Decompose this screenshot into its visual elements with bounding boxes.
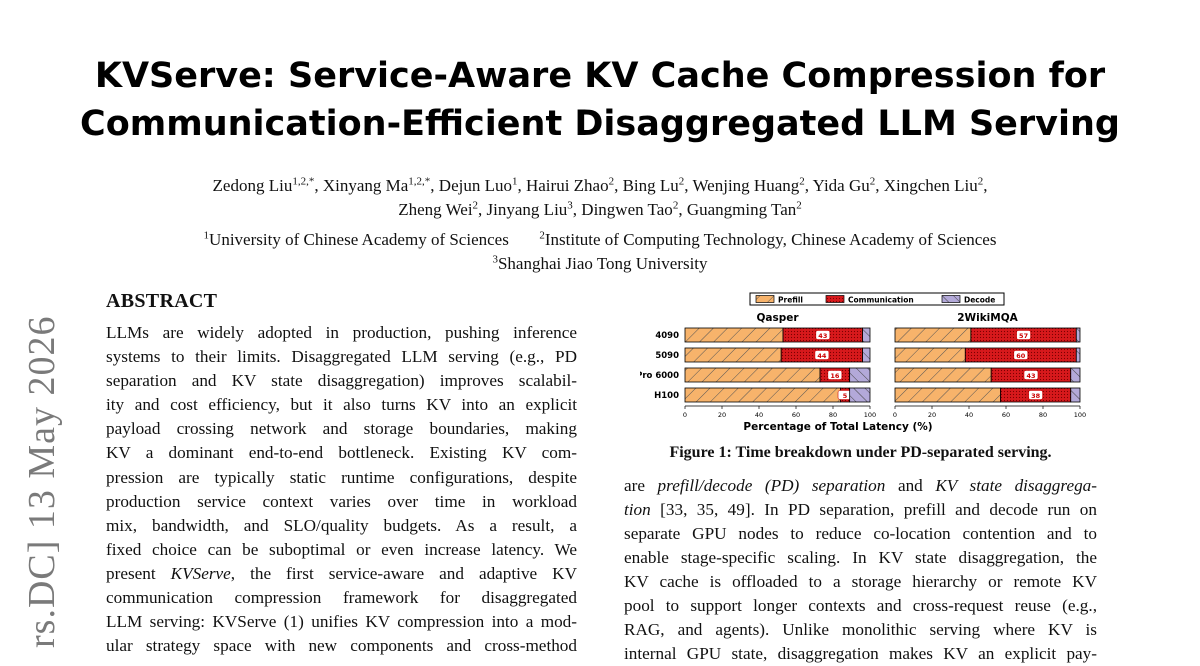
legend-label: Decode [964,295,996,305]
system-name: KVServe [170,563,231,583]
abstract-heading: ABSTRACT [106,290,218,312]
bar-segment-prefill [685,368,820,382]
category-label: 4090 [655,331,679,341]
data-label: 43 [818,332,828,340]
author-name: Dejun Luo [438,176,512,195]
x-tick-label: 60 [791,411,801,419]
x-tick-label: 40 [964,411,974,419]
data-label: 16 [830,372,840,380]
body-line: pool to support longer contexts and cross-request reuse (e.g., [624,596,1097,615]
author-line-1: Zedong Liu$^{1,2,*}$, Xinyang $Ma^{1,2,*}$, Dejun Luo$^1$, Hairui Zhao$^2$, Bing Lu$^2$, Wenjing Huang$^2$, Yida Gu$^2$, Xingchen Liu$^2$, [212,175,988,195]
body-line [624,474,1097,498]
affiliation-list [100,228,1100,276]
latency-breakdown-chart [640,288,1100,438]
emphasis: KV state disaggrega- [935,476,1097,495]
author-affiliation-mark: 1,2,* [408,175,431,188]
x-tick-label: 20 [927,411,937,419]
bar-segment-decode [1076,348,1080,362]
abstract-line: pression are typically static runtime configurations, despite [106,467,577,487]
data-label: 57 [1019,332,1029,340]
author-affiliation-mark: 2 [608,175,615,188]
affiliation-mark: 3 [492,253,498,266]
author-affiliation-mark: 2 [472,199,479,212]
abstract-text: , the first service-aware and adaptive KV [230,563,577,583]
body-text [624,474,1097,666]
body-line: KV cache is offloaded to a storage hierarchy or remote KV [624,572,1097,591]
abstract-line: fixed choice can be suboptimal or even increase latency. We [106,539,577,559]
figure-caption: Figure 1: Time breakdown under PD-separated serving. [669,444,1052,461]
bar-segment-decode [850,368,870,382]
legend-swatch [942,296,960,303]
author-name: Xinyang Ma [322,176,409,195]
body-text: [33, 35, 49]. In PD separation, prefill and decode run on [650,500,1097,519]
abstract-line: ity and cost efficiency, but it also turns KV into an explicit [106,395,577,415]
author-affiliation-mark: 2 [678,175,685,188]
x-tick-label: 0 [892,411,898,419]
x-tick-label: 60 [1001,411,1011,419]
abstract-line: communication compression framework for disaggregated [106,588,577,608]
abstract-line: payload crossing network and storage boundaries, making [106,419,577,439]
emphasis: tion [624,500,651,519]
chart-legend [750,293,1004,305]
x-tick-label: 20 [717,411,727,419]
author-name: Zedong Liu [212,176,293,195]
author-affiliation-mark: 2 [869,175,876,188]
author-list [100,174,1100,222]
legend-swatch [756,296,774,303]
data-label: 38 [1031,392,1041,400]
abstract-line: separation and KV state disaggregation) improves scalabil- [106,371,577,391]
abstract-line: LLMs are widely adopted in production, pushing inference [106,323,577,342]
author-affiliation-mark: 3 [567,199,573,212]
bar-segment-decode [1071,388,1080,402]
author-line-2: Zheng Wei$^2$, Jinyang Liu$^3$, Dingwen Tao$^2$, Guangming Tan$^2$ [398,199,802,219]
body-text: and [885,476,936,495]
paper-title [60,52,1140,148]
x-tick-label: 80 [1038,411,1048,419]
affiliation: Shanghai Jiao Tong University [497,254,708,273]
x-tick-label: 80 [828,411,838,419]
data-label: 5 [842,392,848,400]
x-tick-label: 100 [1073,411,1087,419]
abstract-line: KV a dominant end-to-end bottleneck. Existing KV com- [106,443,577,463]
affiliation-mark: 2 [539,229,545,242]
author-name: Zheng Wei [398,200,473,219]
affiliation-mark: 1 [203,229,210,242]
author-affiliation-mark: 1,2,* [292,175,315,188]
abstract-line [106,562,577,586]
abstract-line: systems to their limits. Disaggregated LLM serving (e.g., PD [106,347,577,367]
title-line-2: Communication-Efficient Disaggregated LLM Serving [80,104,1120,144]
bar-segment-prefill [895,348,965,362]
abstract-line: ular strategy space with new components and cross-method [106,636,577,656]
author-name: Hairui Zhao [525,176,609,195]
bar-segment-prefill [895,388,1000,402]
author-affiliation-mark: 2 [796,199,802,212]
emphasis: prefill/decode (PD) separation [657,476,886,495]
legend-label: Communication [848,295,914,305]
author-name: Wenjing Huang [692,176,800,195]
category-label: 5090 [655,351,679,361]
author-name: Xingchen Liu [883,176,978,195]
body-line: enable stage-specific scaling. In KV state disaggregation, the [624,548,1097,567]
author-name: Jinyang Liu [486,200,568,219]
author-affiliation-mark: 2 [672,199,679,212]
abstract-text: present [106,563,171,583]
body-text: are [624,476,658,495]
title-line-1: KVServe: Service-Aware KV Cache Compression for [94,56,1106,96]
bar-segment-prefill [895,328,971,342]
author-name: Bing Lu [622,176,679,195]
arxiv-stamp: rs.DC] 13 May 2026 [21,315,63,648]
x-tick-label: 100 [863,411,877,419]
chart-panel [893,312,1086,419]
bar-segment-decode [863,328,870,342]
bar-segment-prefill [895,368,991,382]
bar-segment-decode [850,388,870,402]
x-tick-label: 40 [754,411,764,419]
abstract-line: production service context varies over time in workload [106,491,577,511]
x-tick-label: 0 [682,411,688,419]
data-label: 60 [1016,352,1026,360]
affiliation-line-2 [100,252,1100,276]
body-line [624,498,1097,522]
affiliation: University of Chinese Academy of Sciences [209,230,509,249]
bar-segment-decode [1071,368,1080,382]
bar-segment-decode [863,348,870,362]
category-label: Pro 6000 [640,371,679,381]
body-line: RAG, and agents). Unlike monolithic serving where KV is [624,620,1097,639]
abstract-body [106,321,577,658]
body-line: separate GPU nodes to reduce co-location contention and to [624,524,1097,543]
x-axis-label: Percentage of Total Latency (%) [743,421,933,433]
bar-segment-prefill [685,348,781,362]
data-label: 43 [1026,372,1036,380]
affiliation: Institute of Computing Technology, Chinese Academy of Sciences [544,230,997,249]
bar-segment-prefill [685,328,783,342]
panel-title: Qasper [756,312,799,324]
author-name: Dingwen Tao [581,200,673,219]
body-line: internal GPU state, disaggregation makes KV an explicit pay- [624,644,1097,663]
figure-1 [640,288,1100,438]
affiliation-line-1 [100,228,1100,252]
author-name: Guangming Tan [686,200,797,219]
abstract-line: LLM serving: KVServe (1) unifies KV compression into a mod- [106,612,577,632]
abstract-line: mix, bandwidth, and SLO/quality budgets. As a result, a [106,515,577,535]
bar-segment-decode [1076,328,1080,342]
legend-swatch [826,296,844,303]
chart-panel [640,312,876,419]
author-name: Yida Gu [812,176,870,195]
legend-label: Prefill [778,295,803,305]
author-affiliation-mark: 2 [977,175,984,188]
author-affiliation-mark: 2 [799,175,805,188]
author-affiliation-mark: 1 [511,175,518,188]
panel-title: 2WikiMQA [957,312,1018,324]
category-label: H100 [654,391,679,401]
data-label: 44 [817,352,827,360]
bar-segment-prefill [685,388,840,402]
